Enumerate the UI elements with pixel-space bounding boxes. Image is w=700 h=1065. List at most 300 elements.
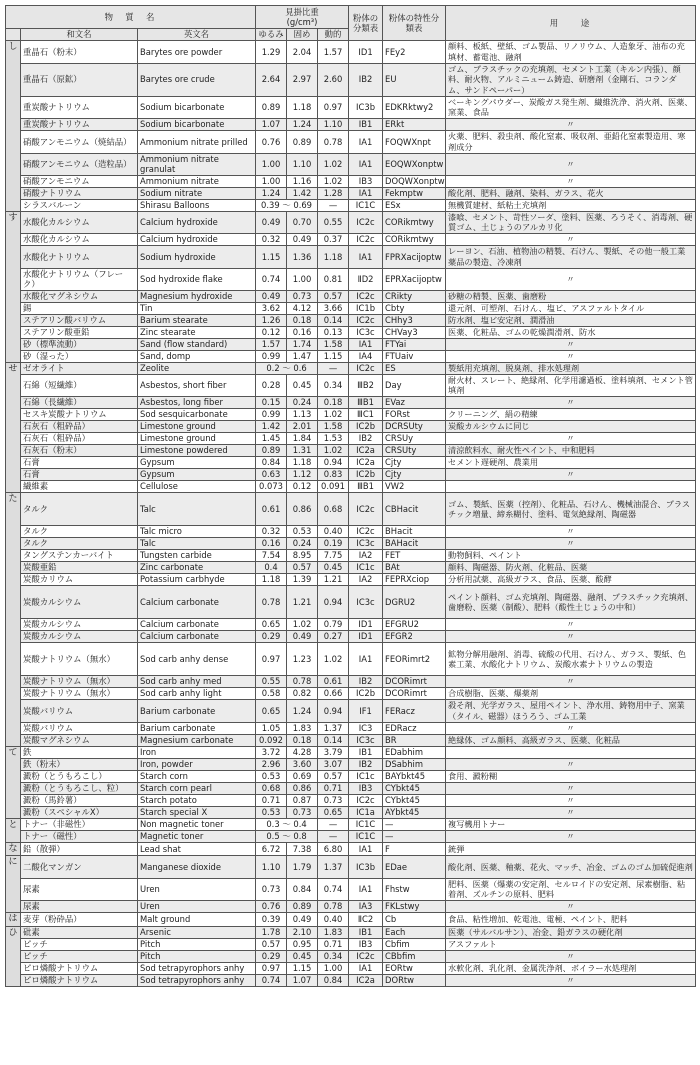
characteristic-class: FTUaiv — [383, 350, 446, 362]
bulk-density-packed: 1.15 — [287, 962, 318, 974]
jp-name: トナー（非磁性） — [21, 818, 138, 830]
use-text: 〃 — [446, 538, 696, 550]
powder-class: ⅢB2 — [349, 374, 383, 397]
jp-name: 砒素 — [21, 926, 138, 938]
jp-name: 硝酸ナトリウム — [21, 187, 138, 199]
jp-name: 澱粉（とうもろこし） — [21, 770, 138, 782]
characteristic-class: FKLstwy — [383, 901, 446, 913]
bulk-density-packed: 1.10 — [287, 153, 318, 175]
bulk-density-loose: 0.76 — [256, 901, 287, 913]
table-row — [6, 421, 696, 433]
jp-name: タルク — [21, 493, 138, 526]
table-row — [6, 700, 696, 723]
jp-name: 尿素 — [21, 901, 138, 913]
use-text: セメント遅硬剤、農業用 — [446, 457, 696, 469]
bulk-density-dynamic: 0.97 — [318, 96, 349, 119]
section-label: ひ — [6, 926, 21, 986]
bulk-density-dynamic: 1.28 — [318, 187, 349, 199]
bulk-density-packed: 0.45 — [287, 374, 318, 397]
characteristic-class: CBHacit — [383, 493, 446, 526]
bulk-density-packed: 1.21 — [287, 586, 318, 619]
powder-class: ⅠA1 — [349, 842, 383, 856]
powder-class: ⅠB2 — [349, 63, 383, 96]
en-name: Iron — [138, 746, 256, 758]
jp-name: ピッチ — [21, 938, 138, 950]
powder-class: ⅠC3c — [349, 586, 383, 619]
table-row — [6, 619, 696, 631]
bulk-density-dynamic: 0.27 — [318, 631, 349, 643]
bulk-density-packed: 1.83 — [287, 722, 318, 734]
powder-class: ⅠC2c — [349, 950, 383, 962]
powder-class: ⅠA1 — [349, 962, 383, 974]
jp-name: 硝酸アンモニウム（造粒品） — [21, 153, 138, 175]
table-row — [6, 794, 696, 806]
powder-class: ⅠC3b — [349, 96, 383, 119]
jp-name: 炭酸バリウム — [21, 700, 138, 723]
table-row — [6, 856, 696, 879]
en-name: Magnesium hydroxide — [138, 290, 256, 302]
table-row — [6, 913, 696, 927]
table-row — [6, 938, 696, 950]
powder-class: ⅠA1 — [349, 643, 383, 676]
powder-class: ⅠC2c — [349, 290, 383, 302]
powder-class: ⅠC1a — [349, 806, 383, 818]
powder-class: ⅠC2c — [349, 526, 383, 538]
jp-name: 石綿（短繊維） — [21, 374, 138, 397]
use-text: 〃 — [446, 433, 696, 445]
powder-class: ⅠC1C — [349, 818, 383, 830]
characteristic-class: EVaz — [383, 397, 446, 409]
bulk-density-loose: 0.71 — [256, 794, 287, 806]
use-text: 食品、粘性増加、乾電池、電極、ペイント、肥料 — [446, 913, 696, 927]
en-name: Calcium carbonate — [138, 631, 256, 643]
powder-class: ⅠB3 — [349, 938, 383, 950]
bulk-density-packed: 1.74 — [287, 338, 318, 350]
bulk-density-dynamic: 0.84 — [318, 974, 349, 986]
en-name: Zinc stearate — [138, 326, 256, 338]
bulk-density-loose: 6.72 — [256, 842, 287, 856]
table-row — [6, 526, 696, 538]
bulk-density-loose: 0.29 — [256, 950, 287, 962]
table-row — [6, 445, 696, 457]
table-row — [6, 268, 696, 290]
characteristic-class: Cjty — [383, 469, 446, 481]
table-row — [6, 818, 696, 830]
en-name: Sand (flow standard) — [138, 338, 256, 350]
characteristic-class: CHVay3 — [383, 326, 446, 338]
table-row — [6, 41, 696, 64]
bulk-density-dynamic: — — [318, 362, 349, 374]
bulk-density-dynamic: 0.65 — [318, 806, 349, 818]
en-name: Tungsten carbide — [138, 550, 256, 562]
jp-name: 炭酸ナトリウム（無水） — [21, 643, 138, 676]
bulk-density-packed: 0.95 — [287, 938, 318, 950]
bulk-density-packed: 0.86 — [287, 782, 318, 794]
powder-class: ⅠA1 — [349, 878, 383, 901]
en-name: Talc — [138, 538, 256, 550]
en-name: Lead shat — [138, 842, 256, 856]
jp-name: タルク — [21, 538, 138, 550]
en-name: Starch corn — [138, 770, 256, 782]
bulk-density-dynamic: 0.66 — [318, 688, 349, 700]
powder-class: ⅠC1C — [349, 830, 383, 842]
bulk-density-packed: 0.57 — [287, 562, 318, 574]
bulk-density-packed: 1.07 — [287, 974, 318, 986]
table-row — [6, 153, 696, 175]
table-row — [6, 806, 696, 818]
bulk-density-packed: 1.23 — [287, 643, 318, 676]
jp-name: タングステンカーバイト — [21, 550, 138, 562]
bulk-density-packed: 2.10 — [287, 926, 318, 938]
section-label: た — [6, 493, 21, 747]
powder-class: ⅠD1 — [349, 631, 383, 643]
table-row — [6, 457, 696, 469]
bulk-density-packed: 7.38 — [287, 842, 318, 856]
section-label: て — [6, 746, 21, 818]
en-name: Tin — [138, 302, 256, 314]
bulk-density-packed: 2.97 — [287, 63, 318, 96]
bulk-density-dynamic: 0.14 — [318, 734, 349, 746]
characteristic-class: FEPRXciop — [383, 574, 446, 586]
bulk-density-dynamic: — — [318, 830, 349, 842]
bulk-density-dynamic: 1.02 — [318, 643, 349, 676]
en-name: Calcium hydroxide — [138, 234, 256, 246]
bulk-density-packed: 0.84 — [287, 878, 318, 901]
jp-name: ゼオライト — [21, 362, 138, 374]
jp-name: 澱粉（馬鈴薯） — [21, 794, 138, 806]
use-text: 還元剤、可塑剤、石けん、塩ビ、アスファルトタイル — [446, 302, 696, 314]
use-text: 〃 — [446, 397, 696, 409]
use-text: 炭酸カルシウムに同じ — [446, 421, 696, 433]
bulk-density-packed: 0.89 — [287, 901, 318, 913]
use-text: 清涼飲料水、耐火性ペイント、中和肥料 — [446, 445, 696, 457]
en-name: Sod sesquicarbonate — [138, 409, 256, 421]
use-text: 絶縁体、ゴム顔料、高級ガラス、医薬、化粧品 — [446, 734, 696, 746]
use-text: 〃 — [446, 676, 696, 688]
bulk-density-loose: 2.64 — [256, 63, 287, 96]
en-name: Sod carb anhy dense — [138, 643, 256, 676]
bulk-density-loose: 0.89 — [256, 96, 287, 119]
jp-name: 水酸化ナトリウム（フレーク） — [21, 268, 138, 290]
en-name: Ammonium nitrate prilled — [138, 131, 256, 154]
table-row — [6, 314, 696, 326]
use-text: 顔料、陶磁器、防火剤、化粧品、医薬 — [446, 562, 696, 574]
table-row — [6, 758, 696, 770]
characteristic-class: EFGRU2 — [383, 619, 446, 631]
bulk-density-dynamic: 0.14 — [318, 314, 349, 326]
powder-class: ⅠA1 — [349, 153, 383, 175]
bulk-density-loose: 0.12 — [256, 326, 287, 338]
characteristic-class: FET — [383, 550, 446, 562]
characteristic-class: EDRacz — [383, 722, 446, 734]
characteristic-class: DGRU2 — [383, 586, 446, 619]
bulk-density-loose: 0.39 〜 0.69 — [256, 199, 318, 211]
table-row — [6, 362, 696, 374]
en-name: Talc — [138, 493, 256, 526]
jp-name: ステアリン酸バリウム — [21, 314, 138, 326]
bulk-density-dynamic: 0.73 — [318, 794, 349, 806]
en-name: Sodium bicarbonate — [138, 96, 256, 119]
jp-name: 炭酸カルシウム — [21, 586, 138, 619]
en-name: Gypsum — [138, 457, 256, 469]
table-row — [6, 586, 696, 619]
characteristic-class: CHhy3 — [383, 314, 446, 326]
bulk-density-dynamic: 0.78 — [318, 131, 349, 154]
powder-class: ⅠC3 — [349, 722, 383, 734]
jp-name: ピロ燐酸ナトリウム — [21, 962, 138, 974]
powder-class: ⅠB2 — [349, 676, 383, 688]
bulk-density-packed: 1.16 — [287, 175, 318, 187]
bulk-density-dynamic: 0.57 — [318, 290, 349, 302]
jp-name: 重晶石（粉末） — [21, 41, 138, 64]
powder-class: ⅠB3 — [349, 175, 383, 187]
en-name: Calcium hydroxide — [138, 211, 256, 234]
bulk-density-packed: 0.87 — [287, 794, 318, 806]
use-text: 医薬（サルバルサン）、冶金、鉛ガラスの硬化剤 — [446, 926, 696, 938]
bulk-density-dynamic: 2.60 — [318, 63, 349, 96]
bulk-density-loose: 0.32 — [256, 234, 287, 246]
bulk-density-dynamic: 1.37 — [318, 856, 349, 879]
bulk-density-loose: 0.39 — [256, 913, 287, 927]
dynamic-header: 動的 — [318, 29, 349, 41]
use-text: 殺そ剤、光学ガラス、屋用ペイント、浄水用、鋳物用中子、窯業（タイル、磁器）ほうろう、ゴム工業 — [446, 700, 696, 723]
bulk-density-dynamic: 1.57 — [318, 41, 349, 64]
powder-class: ⅠC3c — [349, 326, 383, 338]
char-class-header: 粉体の特性分類表 — [383, 6, 446, 41]
bulk-density-packed: 0.49 — [287, 913, 318, 927]
jp-name: 硝酸アンモニウム — [21, 175, 138, 187]
table-row — [6, 187, 696, 199]
bulk-density-loose: 0.49 — [256, 290, 287, 302]
powder-class: ⅠD1 — [349, 41, 383, 64]
bulk-density-loose: 0.28 — [256, 374, 287, 397]
use-text: 〃 — [446, 350, 696, 362]
use-text: ベーキングパウダー、炭酸ガス発生剤、繊維洗浄、消火剤、医薬、窯業、食品 — [446, 96, 696, 119]
characteristic-class: Day — [383, 374, 446, 397]
bulk-density-dynamic: 1.53 — [318, 433, 349, 445]
jp-name: 砂（湿った） — [21, 350, 138, 362]
en-name: Calcium carbonate — [138, 619, 256, 631]
characteristic-class: FEORimrt2 — [383, 643, 446, 676]
bulk-density-packed: 0.89 — [287, 131, 318, 154]
en-name: Barytes ore crude — [138, 63, 256, 96]
powder-class: ⅠC2a — [349, 445, 383, 457]
table-row — [6, 550, 696, 562]
characteristic-class: BAYbkt45 — [383, 770, 446, 782]
bulk-density-dynamic: 1.02 — [318, 445, 349, 457]
table-row — [6, 842, 696, 856]
characteristic-class: FERacz — [383, 700, 446, 723]
powder-class: ⅢB1 — [349, 397, 383, 409]
bulk-density-loose: 0.57 — [256, 938, 287, 950]
bulk-density-loose: 0.073 — [256, 481, 287, 493]
bulk-density-packed: 0.70 — [287, 211, 318, 234]
bulk-density-dynamic: 1.10 — [318, 119, 349, 131]
characteristic-class: Fekmptw — [383, 187, 446, 199]
characteristic-class: FORst — [383, 409, 446, 421]
bulk-density-packed: 0.24 — [287, 397, 318, 409]
characteristic-class: DORtw — [383, 974, 446, 986]
bulk-density-packed: 2.04 — [287, 41, 318, 64]
en-name: Sand, domp — [138, 350, 256, 362]
characteristic-class: — — [383, 818, 446, 830]
bulk-density-loose: 0.89 — [256, 445, 287, 457]
en-name: Limestone ground — [138, 433, 256, 445]
jp-name: 石膏 — [21, 457, 138, 469]
powder-class: ⅠC2b — [349, 469, 383, 481]
powder-class: ⅠC2b — [349, 688, 383, 700]
powder-class: ⅠD1 — [349, 619, 383, 631]
jp-name: 鉄（粉末） — [21, 758, 138, 770]
use-text: クリーニング、絹の精練 — [446, 409, 696, 421]
en-name: Iron, powder — [138, 758, 256, 770]
characteristic-class: Fhstw — [383, 878, 446, 901]
bulk-density-dynamic: — — [318, 199, 349, 211]
jp-name: 水酸化マグネシウム — [21, 290, 138, 302]
characteristic-class: F — [383, 842, 446, 856]
table-row — [6, 96, 696, 119]
use-text: 〃 — [446, 758, 696, 770]
en-name: Limestone ground — [138, 421, 256, 433]
characteristic-class: DCRSUty — [383, 421, 446, 433]
characteristic-class: FTYai — [383, 338, 446, 350]
en-name: Zeolite — [138, 362, 256, 374]
jp-name: 炭酸マグネシウム — [21, 734, 138, 746]
powder-class: ⅠA4 — [349, 350, 383, 362]
use-text: 〃 — [446, 619, 696, 631]
bulk-density-loose: 0.99 — [256, 409, 287, 421]
bulk-density-loose: 1.05 — [256, 722, 287, 734]
en-name: Manganese dioxide — [138, 856, 256, 879]
bulk-density-dynamic: 3.07 — [318, 758, 349, 770]
en-name: Arsenic — [138, 926, 256, 938]
characteristic-class: EORtw — [383, 962, 446, 974]
use-text: 〃 — [446, 469, 696, 481]
section-label: し — [6, 41, 21, 212]
bulk-density-loose: 0.55 — [256, 676, 287, 688]
bulk-density-packed: 0.78 — [287, 676, 318, 688]
bulk-density-loose: 0.63 — [256, 469, 287, 481]
table-row — [6, 926, 696, 938]
powder-class: ⅠC2c — [349, 234, 383, 246]
section-label: は — [6, 913, 21, 927]
jp-name: 二酸化マンガン — [21, 856, 138, 879]
bulk-density-dynamic: 0.61 — [318, 676, 349, 688]
table-row — [6, 199, 696, 211]
powder-class: ⅠA1 — [349, 131, 383, 154]
packed-header: 固め — [287, 29, 318, 41]
table-row — [6, 63, 696, 96]
table-row — [6, 326, 696, 338]
use-text: 〃 — [446, 830, 696, 842]
en-name: Barium carbonate — [138, 722, 256, 734]
jp-name: 石灰石（粗砕品） — [21, 421, 138, 433]
bulk-density-packed: 1.39 — [287, 574, 318, 586]
jp-name: 尿素 — [21, 878, 138, 901]
bulk-density-dynamic: 6.80 — [318, 842, 349, 856]
use-text: 漆喰、セメント、苛性ソーダ、塗料、医薬、ろうそく、消毒剤、硬質ゴム、土じょうのアルカリ化 — [446, 211, 696, 234]
en-name: Starch special X — [138, 806, 256, 818]
en-name: Barium carbonate — [138, 700, 256, 723]
use-text: 食用、澱粉糊 — [446, 770, 696, 782]
bulk-density-loose: 0.29 — [256, 631, 287, 643]
bulk-density-loose: 3.62 — [256, 302, 287, 314]
characteristic-class: ERkt — [383, 119, 446, 131]
characteristic-class: ES — [383, 362, 446, 374]
jp-name: 炭酸ナトリウム（無水） — [21, 676, 138, 688]
powder-class: ⅠB1 — [349, 746, 383, 758]
bulk-density-loose: 1.07 — [256, 119, 287, 131]
en-name: Zinc carbonate — [138, 562, 256, 574]
jp-name: タルク — [21, 526, 138, 538]
table-row — [6, 211, 696, 234]
bulk-density-loose: 0.5 〜 0.8 — [256, 830, 318, 842]
characteristic-class: AYbkt45 — [383, 806, 446, 818]
bulk-density-loose: 0.76 — [256, 131, 287, 154]
use-text: 製紙用充填剤、脱臭剤、排水処理剤 — [446, 362, 696, 374]
table-row — [6, 631, 696, 643]
bulk-density-packed: 1.31 — [287, 445, 318, 457]
use-text: 複写機用トナー — [446, 818, 696, 830]
bulk-density-dynamic: 7.75 — [318, 550, 349, 562]
bulk-density-packed: 0.12 — [287, 481, 318, 493]
en-name: Shirasu Balloons — [138, 199, 256, 211]
characteristic-class: CORikmtwy — [383, 211, 446, 234]
bulk-density-loose: 0.58 — [256, 688, 287, 700]
characteristic-class: Each — [383, 926, 446, 938]
bulk-density-packed: 1.18 — [287, 457, 318, 469]
en-name: Pitch — [138, 950, 256, 962]
bulk-density-loose: 1.00 — [256, 153, 287, 175]
bulk-density-dynamic: 0.74 — [318, 878, 349, 901]
bulk-density-loose: 2.96 — [256, 758, 287, 770]
bulk-density-dynamic: 0.79 — [318, 619, 349, 631]
jp-name: 水酸化カルシウム — [21, 234, 138, 246]
use-text: ペイント顔料、ゴム充填剤、陶磁器、融剤、プラスチック充填剤、歯磨粉、医薬（制酸）、肥料（酸性土じょうの中和） — [446, 586, 696, 619]
bulk-density-dynamic: 1.18 — [318, 246, 349, 269]
section-label: す — [6, 211, 21, 362]
use-text: 鉱物分解用融剤、消毒、硫酸の代用、石けん、ガラス、製紙、色素工業、水酸化ナトリウム、炭酸水素ナトリウムの製造 — [446, 643, 696, 676]
bulk-density-dynamic: 0.34 — [318, 374, 349, 397]
bulk-density-loose: 0.65 — [256, 700, 287, 723]
bulk-density-loose: 1.15 — [256, 246, 287, 269]
bulk-density-packed: 8.95 — [287, 550, 318, 562]
table-row — [6, 562, 696, 574]
bulk-density-packed: 1.84 — [287, 433, 318, 445]
bulk-density-loose: 0.53 — [256, 806, 287, 818]
bulk-density-dynamic: 0.78 — [318, 901, 349, 913]
powder-class: ⅠA3 — [349, 901, 383, 913]
bulk-density-loose: 1.10 — [256, 856, 287, 879]
characteristic-class: CRikty — [383, 290, 446, 302]
bulk-density-dynamic: 0.83 — [318, 469, 349, 481]
characteristic-class: BAHacit — [383, 538, 446, 550]
use-text: 防水剤、塩ビ安定剤、潤滑油 — [446, 314, 696, 326]
bulk-density-loose: 0.97 — [256, 643, 287, 676]
bulk-density-dynamic: 1.83 — [318, 926, 349, 938]
powder-class: ⅠB1 — [349, 119, 383, 131]
table-row — [6, 433, 696, 445]
use-text: 肥料、医薬（爆薬の安定剤、セルロイドの安定剤、尿素樹脂、粘着剤、ズルチンの原料、肥料 — [446, 878, 696, 901]
en-name: Sod tetrapyrophors anhy — [138, 974, 256, 986]
bulk-density-loose: 3.72 — [256, 746, 287, 758]
characteristic-class: EOQWXonptw — [383, 153, 446, 175]
bulk-density-dynamic: 0.71 — [318, 782, 349, 794]
en-name: Magnesium carbonate — [138, 734, 256, 746]
use-text: 〃 — [446, 901, 696, 913]
bulk-density-loose: 0.16 — [256, 538, 287, 550]
characteristic-class: DSabhim — [383, 758, 446, 770]
